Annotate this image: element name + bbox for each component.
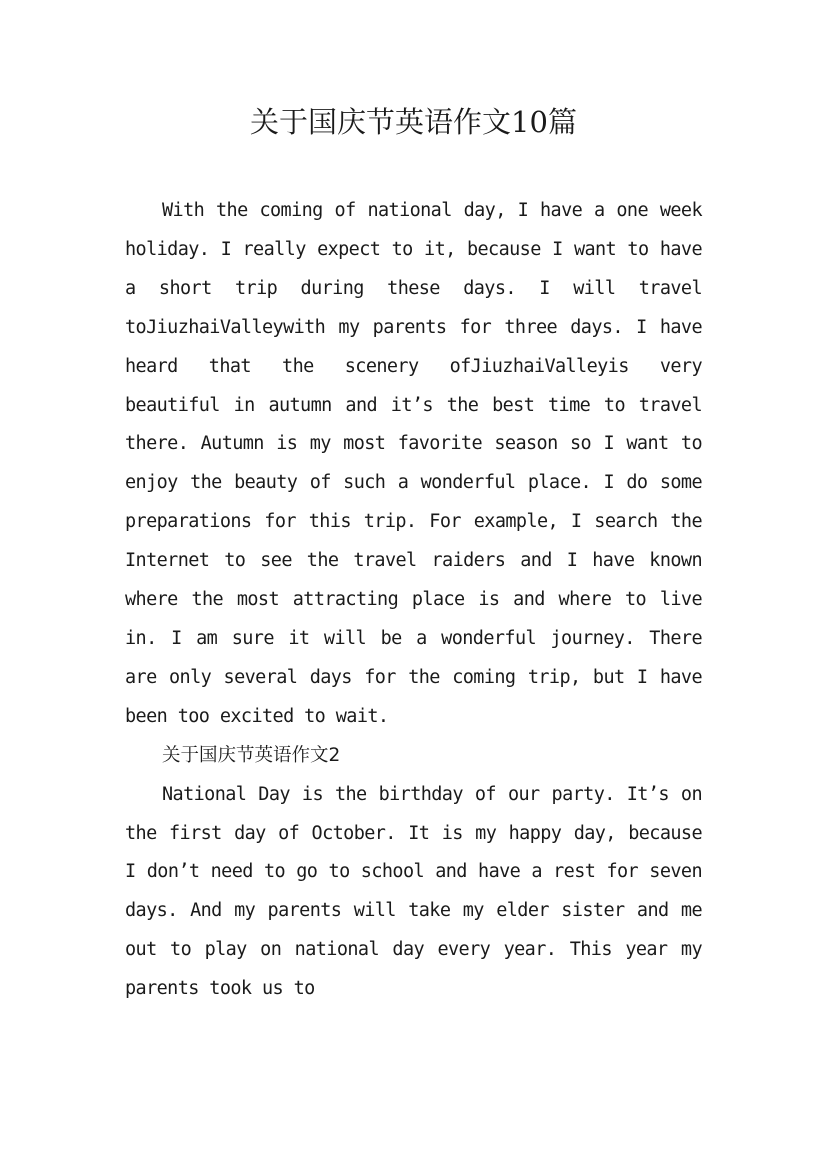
document-body: [125, 192, 702, 1009]
subheading-2: 关于国庆节英语作文2: [162, 744, 341, 766]
paragraph-1: With the coming of national day, I have a one week holiday. I really expect to it, because I want to have a short trip during these days. I will travel toJiuzhaiValleywith my parents for three days. I have heard that the scenery ofJiuzhaiValleyis very beautiful in autumn and it’s the best time to travel there. Autumn is my most favorite season so I want to enjoy the beauty of such a wonderful place. I do some preparations for this trip. For example, I search the Internet to see the travel raiders and I have known where the most attracting place is and where to live in. I am sure it will be a wonderful journey. There are only several days for the coming trip, but I have been too excited to wait.: [125, 200, 702, 727]
document-title: 关于国庆节英语作文10篇: [250, 105, 577, 139]
paragraph-2: National Day is the birthday of our party. It’s on the first day of October. It is my happy day, because I don’t need to go to school and have a rest for seven days. And my parents will take my elder sister and me out to play on national day every year. This year my parents took us to: [125, 783, 702, 1000]
